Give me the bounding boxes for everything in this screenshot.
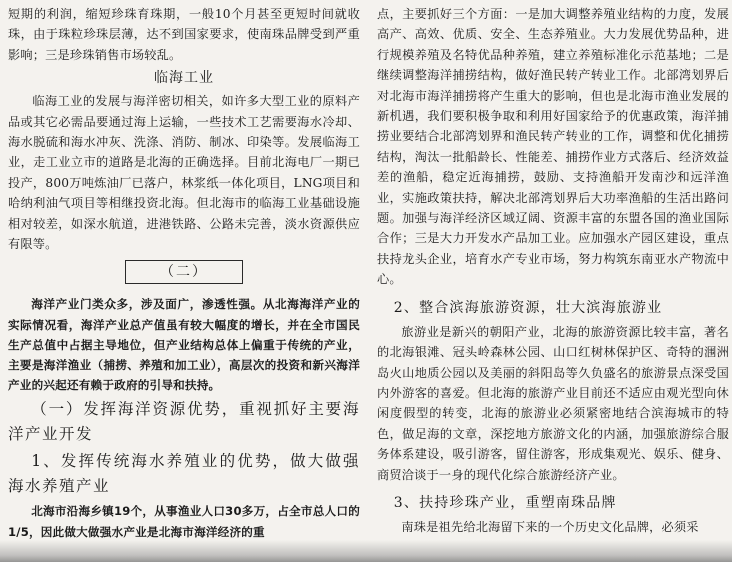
bold-paragraph: 北海市沿海乡镇19个，从事渔业人口30多万，占全市总人口的1/5，因此做大做强水产业是北海市海洋经济的重 <box>8 504 360 539</box>
boxed-section-marker-wrap <box>8 260 360 284</box>
subsection-heading: （一）发挥海洋资源优势，重视抓好主要海洋产业开发 <box>8 400 360 444</box>
subsection-heading: 2、整合滨海旅游资源，壮大滨海旅游业 <box>393 299 663 316</box>
body-paragraph: 点，主要抓好三个方面：一是加大调整养殖业结构的力度，发展高产、高效、优质、安全、生态养殖业。大力发展优势品种，进行规模养殖及名特优品种养殖，建立养殖标准化示范基地；二是继续调整海洋捕捞结构，做好渔民转产转业工作。北部湾划界后对北海市海洋捕捞将产生重大的影响，但也是北海市渔业发展的新机遇，我们要积极争取和利用好国家给予的优惠政策，海洋捕捞业要结合北部湾划界和渔民转产转业的工作，调整和优化捕捞结构，淘汰一批船龄长、性能差、捕捞作业方式落后、经济效益差的渔船，稳定近海捕捞，鼓励、支持渔船开发南沙和远洋渔业，实施政策扶持，解决北部湾划界后大功率渔船的生活出路问题。加强与海洋经济区域辽阔、资源丰富的东盟各国的渔业国际合作；三是大力开发水产品加工业。应加强水产园区建设，重点扶持龙头企业，培育水产专业市场，努力构筑东南亚水产物流中心。 <box>377 7 729 287</box>
body-paragraph: 旅游业是新兴的朝阳产业，北海的旅游资源比较丰富，著名的北海银滩、冠头岭森林公园、山口红树林保护区、奇特的涠洲岛火山地质公园以及美丽的斜阳岛等久负盛名的旅游景点深受国内外游客的喜爱。但北海的旅游产业目前还不适应由观光型向休闲度假型的转变，北海的旅游业必须紧密地结合滨海城市的特色，做足海的文章，深挖地方旅游文化的内涵，加强旅游综合服务体系建设，吸引游客，留住游客，形成集观光、娱乐、健身、商贸洽谈于一身的现代化综合旅游经济产业。 <box>377 324 729 482</box>
body-paragraph: 南珠是祖先给北海留下来的一个历史文化品牌，必须采 <box>401 519 699 534</box>
section-heading: 临海工业 <box>154 70 214 87</box>
subsection-heading: 3、扶持珍珠产业，重塑南珠品牌 <box>393 494 617 511</box>
bottom-shadow <box>0 540 732 562</box>
boxed-section-marker: （二） <box>125 260 243 284</box>
bold-paragraph: 海洋产业门类众多，涉及面广，渗透性强。从北海海洋产业的实际情况看，海洋产业总产值虽有较大幅度的增长，并在全市国民生产总值中占据主导地位，但产业结构总体上偏重于传统的产业，主要是海洋渔业（捕捞、养殖和加工业），高层次的投资和新兴海洋产业的兴起还有赖于政府的引导和扶持。 <box>8 297 360 393</box>
subsection-heading: 1、发挥传统海水养殖业的优势，做大做强海水养殖产业 <box>8 452 360 496</box>
body-paragraph: 临海工业的发展与海洋密切相关，如许多大型工业的原料产品或其它必需品要通过海上运输，一些技术工艺需要海水冷却、海水脱硫和海水冲灰、洗涤、消防、制冰、印染等。发展临海工业，走工业立市的道路是北海的正确选择。目前北海电厂一期已投产，800万吨炼油厂已落户，林浆纸一体化项目，LNG项目和哈纳利油气项目等相继投资北海。但北海市的临海工业基础设施相对较差，如深水航道，进港铁路、公路未完善，淡水资源供应有限等。 <box>8 94 360 252</box>
body-paragraph: 短期的利润，缩短珍珠育珠期，一般10个月甚至更短时间就收珠，由于珠粒珍珠层薄，达不到国家要求，使南珠品牌受到严重影响；三是珍珠销售市场较乱。 <box>8 7 360 62</box>
right-column <box>377 4 729 537</box>
left-column <box>8 4 360 542</box>
